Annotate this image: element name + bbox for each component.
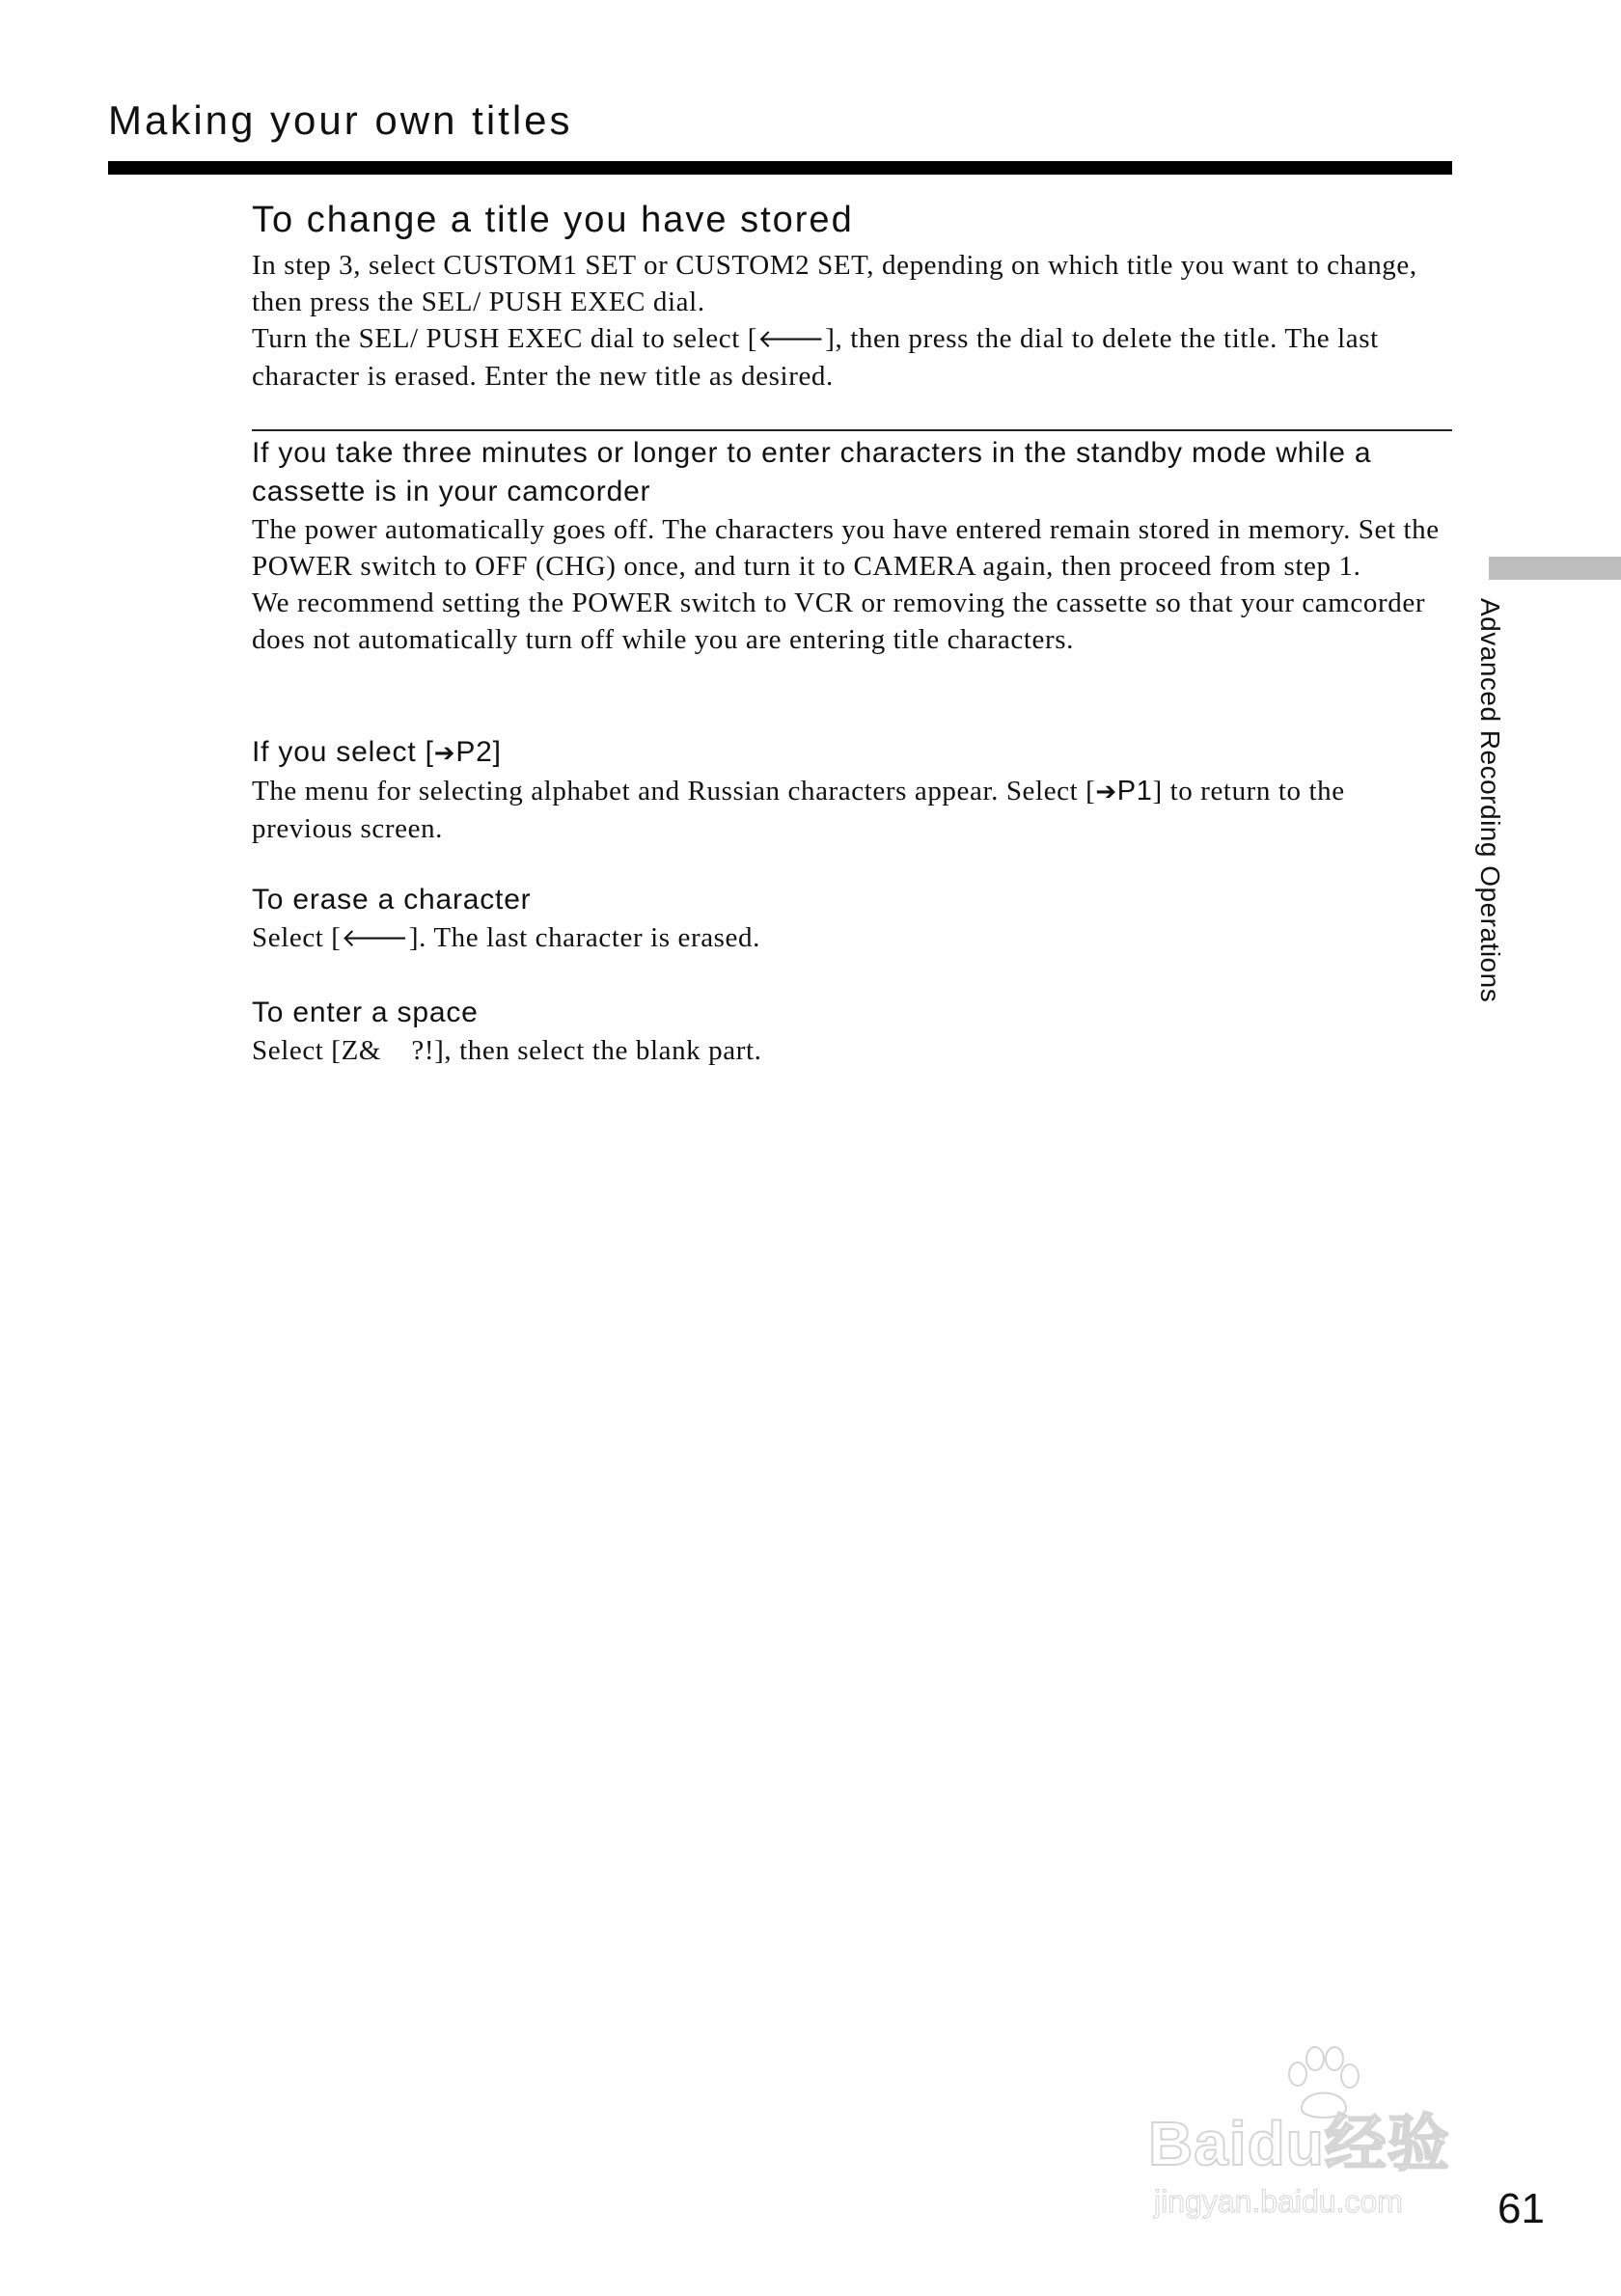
- section-heading-standby: If you take three minutes or longer to enter characters in the standby mode while a cassette is in your camcorder: [252, 437, 1372, 507]
- paragraph-erase-character: [252, 919, 1452, 957]
- text-fragment: ]. The last character is erased.: [408, 922, 760, 953]
- section-heading-select-p2: [252, 733, 1452, 773]
- text-fragment: If you select [: [252, 736, 434, 768]
- section-standby: [252, 434, 1452, 658]
- section-change-title: [252, 199, 1452, 395]
- paragraph-standby-power: The power automatically goes off. The characters you have entered remain stored in memory. Set the POWER switch to OFF (CHG) once, and turn it to CAMERA again, then proceed from step 1.: [252, 514, 1440, 582]
- side-tab-label: Advanced Recording Operations: [1475, 598, 1505, 1003]
- section-heading-erase-character: To erase a character: [252, 884, 532, 916]
- back-arrow-icon: 🡐: [756, 324, 826, 354]
- text-fragment: ], then press the dial to delete the title. The last character is erased. Enter the new title as desired.: [252, 322, 1379, 392]
- text-fragment: ] to return to the previous screen.: [252, 776, 1345, 844]
- page-number: 61: [1497, 2185, 1545, 2232]
- text-fragment: ]: [492, 736, 502, 768]
- paragraph-standby-recommend: We recommend setting the POWER switch to VCR or removing the cassette so that your camcorder does not automatically turn off while you are entering title characters.: [252, 588, 1426, 655]
- section-select-p2: [252, 733, 1452, 847]
- baidu-watermark: [1148, 2045, 1553, 2219]
- paragraph-select-p2: [252, 773, 1452, 847]
- watermark-url-text: jingyan.baidu.com: [1154, 2184, 1403, 2219]
- text-fragment: P1: [1116, 776, 1153, 806]
- section-divider: [252, 429, 1452, 431]
- header-rule: [108, 161, 1452, 175]
- right-arrow-icon: ➔: [1095, 778, 1117, 806]
- paragraph-change-title-step: In step 3, select CUSTOM1 SET or CUSTOM2 SET, depending on which title you want to change, then press the SEL/ PUSH EXEC dial.: [252, 249, 1417, 317]
- watermark-main-text: Baidu经验: [1148, 2109, 1450, 2178]
- section-heading-enter-space: To enter a space: [252, 997, 479, 1028]
- back-arrow-icon: 🡐: [341, 924, 409, 953]
- text-fragment: The menu for selecting alphabet and Russian characters appear. Select [: [252, 776, 1096, 806]
- page-header-title: Making your own titles: [108, 97, 573, 143]
- text-fragment: Turn the SEL/ PUSH EXEC dial to select [: [252, 322, 757, 354]
- paragraph-enter-space: Select [Z& ?!], then select the blank part.: [252, 1035, 762, 1066]
- text-fragment: P2: [455, 736, 493, 768]
- right-arrow-icon: ➔: [433, 739, 456, 768]
- text-fragment: Select [: [252, 922, 342, 953]
- section-enter-space: [252, 994, 1452, 1069]
- section-erase-character: [252, 881, 1452, 957]
- paragraph-change-title-delete: [252, 320, 1452, 395]
- side-tab-marker: [1489, 557, 1621, 580]
- section-heading-change-title: To change a title you have stored: [252, 200, 854, 240]
